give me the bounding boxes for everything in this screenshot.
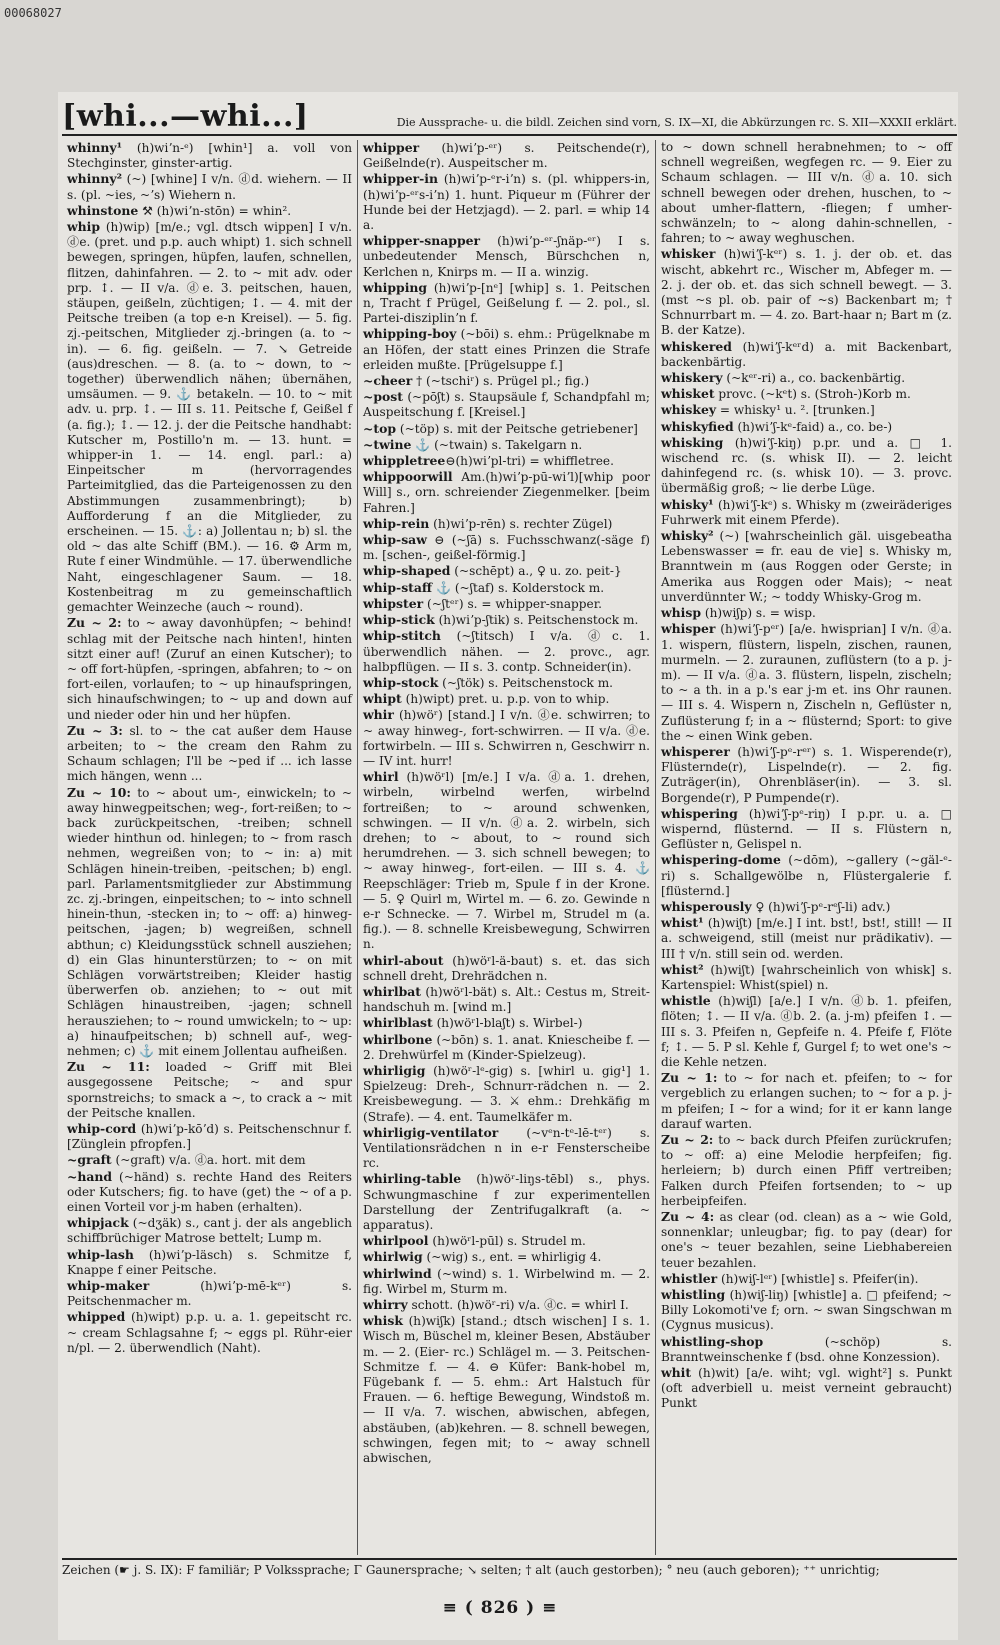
dictionary-entry — [363, 628, 650, 675]
entry-definition: (~vᵉn-tᵉ-lē-tᵉʳ) s. Ventilationsrädchen n in e-r Fensterscheibe rc. — [363, 1125, 650, 1171]
entry-headword: whippletree — [363, 453, 446, 469]
entry-definition: (h)wiʼʃ-kᵉ-faid) a., co. be-) — [733, 419, 893, 434]
entry-headword: ~twine — [363, 436, 412, 452]
column-2 — [358, 140, 656, 1555]
dictionary-entry — [67, 1121, 352, 1152]
dictionary-entry — [661, 806, 952, 853]
entry-definition: (h)wiʼp-ᵉʳ) s. Peitschende(r), Geißelnde(r). Auspeitscher m. — [363, 141, 650, 171]
dictionary-entry — [661, 1287, 952, 1334]
entry-headword: whisking — [661, 434, 724, 450]
header-note: Die Aussprache- u. die bildl. Zeichen sind vorn, S. IX—XI, die Abkürzungen rc. S. XII—XXXII erklärt. — [396, 116, 957, 129]
dictionary-entry — [661, 528, 952, 605]
entry-definition: to ~ down schnell herabnehmen; to ~ off schnell wegreißen, wegfegen rc. — 9. Eier zu Schaum schlagen. — III v/n. ⓓa. 10. sich schnell bewegen oder drehen, huschen, to ~ about umher-flattern, -fliegen; f umher-schwänzeln; to ~ along dahin-schnellen, -fahren; to ~ away weghuschen. — [661, 140, 952, 246]
entry-headword: whip-stock — [363, 674, 439, 690]
entry-definition: (h)wiʼp-kōʼd) s. Peitschenschnur f. [Zünglein pfropfen.] — [67, 1122, 352, 1152]
dictionary-entry — [363, 707, 650, 769]
entry-definition: (~bōn) s. 1. anat. Kniescheibe f. — 2. Drehwürfel m (Kinder-Spielzeug). — [363, 1032, 650, 1062]
entry-definition: (h)wiʼʃ-kiŋ) p.pr. und a. □ 1. wischend rc. (s. whisk II). — 2. leicht dahinfegend rc. (s. whisk 10). — 3. provc. übermäßig groß; ~ lie derbe Lüge. — [661, 435, 952, 496]
dictionary-entry — [661, 1365, 952, 1412]
entry-definition: (~schēpt) a., ♀ u. zo. peit-} — [450, 564, 622, 579]
entry-headword: whistling — [661, 1287, 726, 1303]
entry-definition: (h)wöʳ-liŋs-tēbl) s., phys. Schwungmaschine f zur experimentellen Darstellung der Zentrifugalkraft (a. ~ apparatus). — [363, 1172, 650, 1233]
dictionary-entry — [363, 437, 650, 453]
entry-headword: whinny¹ — [67, 140, 123, 155]
entry-definition: (h)wiʃ-liŋ) [whistle] a. □ pfeifend; ~ Billy Lokomoti've f; orn. ~ swan Singschwan m (Cygnus musicus). — [661, 1288, 952, 1333]
column-1 — [62, 140, 358, 1555]
dictionary-entry — [363, 1297, 650, 1313]
entry-definition: (h)wiʼʃ-pᵉʳ) [a/e. hwisprian] I v/n. ⓓa. 1. wispern, flüstern, lispeln, zischen, raunen, murmeln. — 2. zuraunen, zuflüstern (to a p. j-m). — II v/a. ⓓa. 3. flüstern, lispeln, zischeln; to ~ a th. in a p.'s ear j-m et. ins Ohr raunen. — III s. 4. Wispern n, Zischeln n, Geflüster n, Zuflüsterung f; in a ~ flüsternd; Sport: to give the ~ einen Wink geben. — [661, 622, 952, 743]
entry-definition: as clear (od. clean) as a ~ wie Gold, sonnenklar; unleugbar; fig. to pay (dear) for one's ~ teuer bezahlen, seine Liebhabereien teuer bezahlen. — [661, 1210, 953, 1270]
entry-headword: whistler — [661, 1270, 718, 1286]
entry-headword: whip-saw — [363, 532, 427, 548]
dictionary-entry — [661, 605, 952, 621]
entry-definition: to ~ about um-, einwickeln; to ~ away hinwegpeitschen; weg-, fort-reißen; to ~ back zurückpeitschen, -treiben; schnell wieder hinthun od. hinlegen; to ~ from rasch nehmen, wegreißen von; to ~ in: a) mit Schlägen hinein-treiben, -peitschen; b) engl. parl. Parlamentsmitglieder zur Abstimmung zc. zj.-bringen, einpeitschen; to ~ into schnell hinein-thun, -stecken in; to ~ off: a) hinweg-peitschen, -jagen; b) wegreißen, schnell abthun; c) Kleidungsstück schnell ausziehen; d) ein Glas hinunterstürzen; to ~ on mit Schlägen vorwärtstreiben; Kleider hastig überwerfen ob. anziehen; to ~ out mit Schlägen hinaustreiben, -jagen; schnell herausziehen; to ~ round umwickeln; to ~ up: a) hinaufpeitschen; b) schnell auf-, weg-nehmen; c) ⚓ mit einem Jollentau aufheißen. — [67, 785, 352, 1058]
entry-definition: (~wind) s. 1. Wirbelwind m. — 2. fig. Wirbel m, Sturm m. — [363, 1266, 650, 1296]
entry-headword: whirry — [363, 1297, 408, 1313]
entry-headword: Zu ~ 10: — [67, 784, 131, 800]
symbol-legend: Zeichen (☛ j. S. IX): F familiär; P Volkssprache; Γ Gaunersprache; ↘ selten; † alt (auch gestorben); ° neu (auch geboren); ⁺⁺ unrichtig; — [62, 1563, 880, 1577]
dictionary-entry — [67, 615, 352, 722]
entry-headword: whist² — [661, 961, 704, 977]
entry-headword: whit — [661, 1365, 692, 1381]
dictionary-entry — [661, 246, 952, 338]
dictionary-entry — [363, 1015, 650, 1031]
entry-definition: (~dʒäk) s., cant j. der als angeblich schiffbrüchiger Matrose bettelt; Lump m. — [67, 1216, 352, 1246]
entry-headword: whisperously — [661, 898, 752, 914]
dictionary-entry — [363, 1171, 650, 1233]
entry-definition: (h)wiʃp) s. = wisp. — [701, 606, 816, 621]
dictionary-entry — [661, 621, 952, 744]
entry-definition: (~graft) v/a. ⓓa. hort. mit dem — [111, 1153, 306, 1168]
entry-definition: (h)wiʼp-ʃtik) s. Peitschenstock m. — [434, 613, 639, 628]
dictionary-entry — [661, 140, 952, 246]
entry-definition: = whisky¹ u. ². [trunken.] — [716, 403, 875, 418]
dictionary-entry — [363, 453, 650, 469]
dictionary-entry — [661, 497, 952, 528]
entry-definition: (h)wöʳl-pūl) s. Strudel m. — [428, 1234, 586, 1249]
dictionary-entry — [363, 421, 650, 437]
entry-definition: (h)wiʼʃ-kᵉʳd) a. mit Backenbart, backenbärtig. — [661, 339, 952, 369]
entry-definition: ⚒ (h)wiʼn-stōn) = whin². — [138, 203, 292, 218]
dictionary-entry — [67, 1247, 352, 1278]
dictionary-entry — [363, 563, 650, 579]
dictionary-entry — [363, 373, 650, 389]
entry-definition: (h)wiʼp-mē-kᵉʳ) s. Peitschenmacher m. — [67, 1279, 352, 1309]
entry-headword: ~graft — [67, 1152, 112, 1168]
entry-definition: (h)wiʃl) [a/e.] I v/n. ⓓb. 1. pfeifen, flöten; ↕. — II v/a. ⓓb. 2. (a. j-m) pfeifen ↕. — III s. 3. Pfeifen n, Gepfeife n. 4. Pfeife f, Flöte f; ↕. — 5. P sl. Kehle f, Gurgel f; to wet one's ~ die Kehle netzen. — [661, 994, 952, 1069]
entry-definition: to ~ for nach et. pfeifen; to ~ for vergeblich zu erlangen suchen; to ~ for a p. j-m pfeifen; I ~ for a wind; for it er kann lange darauf warten. — [661, 1071, 953, 1131]
entry-headword: Zu ~ 2: — [67, 615, 122, 631]
dictionary-entry — [67, 1215, 352, 1246]
entry-definition: to ~ away davonhüpfen; ~ behind! schlag mit der Peitsche nach hinten!, hinten sitzt einer auf! (Zuruf an einen Kutscher); to ~ off fort-hüpfen, -springen, abfahren; to ~ on fort-eilen, vorlaufen; to ~ up hinaufspringen, sich hinaufschwingen; to ~ up and down auf und nieder oder hin und her hüpfen. — [67, 616, 352, 722]
dictionary-entry — [363, 516, 650, 532]
entry-headword: whipped — [67, 1309, 126, 1325]
dictionary-entry — [363, 580, 650, 596]
dictionary-entry — [363, 675, 650, 691]
dictionary-entry — [363, 326, 650, 373]
dictionary-entry — [67, 1309, 352, 1356]
entry-headword: whirlbone — [363, 1031, 433, 1047]
dictionary-entry — [67, 1169, 352, 1216]
entry-definition: (~händ) s. rechte Hand des Reiters oder Kutschers; fig. to have (get) the ~ of a p. einen Vorteil vor j-m haben (erhalten). — [67, 1169, 352, 1215]
entry-definition: (~) [whine] I v/n. ⓓd. wiehern. — II s. (pl. ~ies, ~ʼs) Wiehern n. — [67, 172, 352, 202]
entry-headword: whip-maker — [67, 1278, 150, 1294]
entry-definition: sl. to ~ the cat außer dem Hause arbeiten; to ~ the cream den Rahm zu Schaum schlagen; I'll be ~ped if ... ich lasse mich hängen, wenn ... — [67, 723, 352, 784]
entry-definition: to ~ back durch Pfeifen zurückrufen; to ~ off: a) eine Melodie herpfeifen; fig. herleiern; b) durch einen Pfiff vertreiben; Falken durch Pfeifen fortsenden; to ~ up herbeipfeifen. — [661, 1133, 952, 1208]
entry-definition: (h)wiʃt) [m/e.] I int. bst!, bst!, still! — II a. schweigend, still (meist nur prädikativ). — III † v/n. still sein od. werden. — [661, 916, 952, 961]
entry-headword: ~hand — [67, 1168, 113, 1184]
entry-headword: whisper — [661, 621, 716, 637]
dictionary-entry — [363, 596, 650, 612]
dictionary-entry — [67, 171, 352, 202]
dictionary-entry — [363, 233, 650, 280]
entry-definition: (~) [wahrscheinlich gäl. uisgebeatha Lebenswasser = fr. eau de vie] s. Whisky m, Branntwein m (aus Roggen oder Gerste; in Amerika aus Roggen oder Mais); ~ neat unverdünnter W.; ~ toddy Whisky-Grog m. — [661, 529, 952, 604]
entry-headword: whipster — [363, 595, 424, 611]
entry-headword: whist¹ — [661, 915, 704, 931]
dictionary-entry — [363, 1249, 650, 1265]
entry-definition: ⚓ (~ʃtaf) s. Kolderstock m. — [432, 580, 605, 595]
dictionary-entry — [661, 419, 952, 435]
entry-headword: whippoorwill — [363, 469, 453, 485]
entry-definition: (~töp) s. mit der Peitsche getriebener] — [396, 421, 638, 436]
entry-definition: (h)wiʼp-ᵉr-iʼn) s. (pl. whippers-in, (h)wiʼp-ᵉʳs-iʼn) 1. hunt. Piqueur m (Führer der Hunde bei der Hetzjagd). — 2. parl. = whip 14 a. — [363, 172, 650, 233]
dictionary-entry — [363, 691, 650, 707]
entry-headword: whir — [363, 707, 394, 723]
entry-definition: † (~tschiʳ) s. Prügel pl.; fig.) — [412, 374, 590, 389]
entry-headword: whipjack — [67, 1215, 129, 1231]
entry-headword: whipping-boy — [363, 326, 457, 342]
entry-definition: (~kᵉʳ-ri) a., co. backenbärtig. — [722, 371, 906, 386]
entry-definition: (~ʃtᵉʳ) s. = whipper-snapper. — [423, 596, 602, 611]
entry-headword: whisp — [661, 605, 702, 621]
dictionary-entry — [661, 1132, 952, 1209]
entry-definition: (~wig) s., ent. = whirligig 4. — [422, 1250, 602, 1265]
entry-definition: schott. (h)wöʳ-ri) v/a. ⓓc. = whirl I. — [407, 1298, 629, 1313]
entry-definition: (h)wiʼʃ-kᵉʳ) s. 1. j. der ob. et. das wischt, abkehrt rc., Wischer m, Abfeger m. — 2. j. der ob. et. das sich schnell bewegt. — 3. (mst ~s pl. ob. pair of ~s) Backenbart m; † Schnurrbart m. — 4. zo. Bart-haar n; Bart m (z. B. der Katze). — [661, 247, 952, 338]
entry-headword: Zu ~ 11: — [67, 1059, 150, 1075]
entry-headword: whip-rein — [363, 515, 430, 531]
entry-definition: (h)wiʼn-ᵉ) [whin¹] a. voll von Stechginster, ginster-artig. — [67, 141, 352, 171]
entry-headword: whipper-in — [363, 171, 438, 187]
entry-headword: whipper — [363, 140, 420, 155]
dictionary-entry — [67, 723, 352, 785]
entry-headword: whiskey — [661, 402, 717, 418]
entry-headword: Zu ~ 3: — [67, 722, 123, 738]
dictionary-entry — [661, 1271, 952, 1287]
entry-headword: whirlwig — [363, 1249, 423, 1265]
entry-headword: whisky² — [661, 528, 714, 544]
entry-definition: (h)wöʳl-ä-baut) s. et. das sich schnell dreht, Drehrädchen n. — [363, 953, 650, 983]
page-number: ≡ ( 826 ) ≡ — [442, 1598, 558, 1618]
entry-headword: whispering-dome — [661, 852, 781, 868]
entry-headword: Zu ~ 4: — [661, 1209, 715, 1225]
entry-definition: (h)wipt) pret. u. p.p. von to whip. — [401, 692, 610, 707]
dictionary-entry — [661, 915, 952, 962]
dictionary-entry — [363, 171, 650, 233]
dictionary-entry — [661, 339, 952, 370]
dictionary-entry — [661, 1209, 952, 1271]
entry-headword: whistling-shop — [661, 1333, 764, 1349]
entry-definition: ♀ (h)wiʼʃ-pᵉ-rᵉʃ-li) adv.) — [751, 899, 891, 914]
dictionary-entry — [363, 984, 650, 1015]
dictionary-entry — [67, 1278, 352, 1309]
entry-definition: (~dōm), ~gallery (~gäl-ᵉ-ri) s. Schallgewölbe n, Flüstergalerie f. [flüsternd.] — [661, 853, 952, 898]
entry-definition: (h)wiʼʃ-pᵉ-rᵉʳ) s. 1. Wisperende(r), Flüsternde(r), Lispelnde(r). — 2. fig. Zuträger(in), Ohrenbläser(in). — 3. sl. Borgende(r), P Pumpende(r). — [661, 744, 952, 805]
dictionary-entry — [363, 280, 650, 327]
entry-headword: whinny² — [67, 171, 123, 187]
entry-headword: whip-cord — [67, 1121, 137, 1136]
entry-headword: whirling-table — [363, 1171, 462, 1187]
dictionary-entry — [661, 899, 952, 915]
entry-definition: (h)wiʼʃ-kᵉ) s. Whisky m (zweiräderiges Fuhrwerk mit einem Pferde). — [661, 497, 952, 527]
entry-headword: whirligig-ventilator — [363, 1124, 499, 1140]
dictionary-entry — [661, 1070, 952, 1132]
entry-headword: whisker — [661, 246, 716, 262]
headword-range: [whi...—whi...] — [62, 99, 309, 134]
entry-headword: whip-stick — [363, 612, 435, 628]
entry-headword: Zu ~ 1: — [661, 1070, 718, 1086]
entry-headword: ~cheer — [363, 373, 413, 389]
dictionary-entry — [363, 389, 650, 420]
entry-definition: (~ʃtitsch) I v/a. ⓓc. 1. überwendlich nähen. — 2. provc., agr. halbpflügen. — II s. 3. contp. Schneider(in). — [363, 629, 650, 674]
entry-headword: whisperer — [661, 743, 730, 759]
dictionary-entry — [67, 203, 352, 219]
entry-headword: whiskered — [661, 338, 732, 354]
entry-headword: ~post — [363, 389, 404, 405]
entry-definition: (h)wöʳ) [stand.] I v/n. ⓓe. schwirren; to ~ away hinweg-, fort-schwirren. — II v/a. ⓓe. fortwirbeln. — III s. Schwirren n, Geschwirr n. — IV int. hurr! — [363, 708, 650, 768]
entry-definition: (~bōi) s. ehm.: Prügelknabe m an Höfen, der statt eines Prinzen die Strafe erleiden mußte. [Prügelsuppe f.] — [363, 327, 650, 372]
dictionary-entry — [363, 769, 650, 952]
entry-definition: (~pōʃt) s. Staupsäule f, Schandpfahl m; Auspeitschung f. [Kreisel.] — [363, 390, 650, 420]
entry-headword: whiskery — [661, 370, 723, 386]
entry-headword: whisky¹ — [661, 496, 714, 512]
column-3 — [656, 140, 957, 1555]
entry-definition: loaded ~ Griff mit Blei ausgegossene Peitsche; ~ and spur spornstreichs; to smack a ~, to crack a ~ mit der Peitsche knallen. — [67, 1060, 353, 1120]
entry-headword: whipping — [363, 279, 428, 295]
entry-definition: ⊖(h)wiʼpl-tri) = whiffletree. — [445, 454, 614, 469]
entry-definition: (h)wiʼp-rēn) s. rechter Zügel) — [429, 516, 613, 531]
dictionary-entry — [67, 1059, 352, 1121]
entry-definition: provc. (~kᵉt) s. (Stroh-)Korb m. — [714, 387, 911, 402]
entry-headword: whisk — [363, 1313, 403, 1329]
entry-definition: (h)wipt) p.p. u. a. 1. gepeitscht rc. ~ cream Schlagsahne f; ~ eggs pl. Rühr-eier n/pl. — 2. überwendlich (Naht). — [67, 1310, 352, 1355]
dictionary-entry — [363, 1233, 650, 1249]
dictionary-entry — [661, 852, 952, 899]
entry-definition: (h)wöʳ-lᵉ-gig) s. [whirl u. gig¹] 1. Spielzeug: Dreh-, Schnurr-rädchen n. — 2. Kreisbewegung. — 3. ⚔ ehm.: Drehkäfig m (Strafe). — 4. ent. Taumelkäfer m. — [363, 1063, 650, 1124]
entry-headword: whirl — [363, 769, 399, 785]
entry-headword: whinstone — [67, 202, 139, 218]
entry-definition: (h)wiʃ-lᵉʳ) [whistle] s. Pfeifer(in). — [717, 1271, 919, 1286]
entry-definition: Am.(h)wiʼp-pū-wiʼl)[whip poor Will] s., orn. schreiender Ziegenmelker. [beim Fahren.] — [363, 470, 650, 515]
entry-headword: whirlpool — [363, 1233, 429, 1249]
dictionary-entry — [363, 469, 650, 516]
dictionary-entry — [661, 993, 952, 1070]
dictionary-entry — [661, 435, 952, 497]
entry-definition: (~schöp) s. Branntweinschenke f (bsd. ohne Konzession). — [661, 1334, 952, 1364]
entry-headword: whispering — [661, 805, 738, 821]
dictionary-entry — [363, 612, 650, 628]
entry-definition: (h)wiʼp-[nᵉ] [whip] s. 1. Peitschen n, Tracht f Prügel, Geißelung f. — 2. pol., sl. Partei-disziplinʼn f. — [363, 280, 650, 326]
entry-definition: (h)wöʳl-bät) s. Alt.: Cestus m, Streit-handschuh m. [wind m.] — [363, 984, 650, 1015]
entry-headword: whip-shaped — [363, 563, 451, 579]
entry-headword: whistle — [661, 993, 711, 1009]
entry-headword: ~top — [363, 420, 397, 436]
dictionary-entry — [67, 1152, 352, 1168]
dictionary-entry — [661, 370, 952, 386]
dictionary-entry — [661, 386, 952, 402]
entry-definition: ⊖ (~ʃā) s. Fuchsschwanz(-säge f) m. [schen-, geißel-förmig.] — [363, 533, 650, 563]
dictionary-entry — [661, 744, 952, 806]
page-header — [62, 92, 957, 136]
entry-definition: (h)wiʼp-läsch) s. Schmitze f, Knappe f einer Peitsche. — [67, 1247, 352, 1277]
dictionary-entry — [661, 402, 952, 418]
entry-definition: (h)wiʼʃ-pᵉ-riŋ) I p.pr. u. a. □ wispernd, flüsternd. — II s. Flüstern n, Geflüster n, Gelispel n. — [661, 806, 952, 852]
entry-headword: whisket — [661, 386, 715, 402]
entry-definition: (h)wip) [m/e.; vgl. dtsch wippen] I v/n. ⓓe. (pret. und p.p. auch whipt) 1. sich schnell bewegen, springen, hüpfen, laufen, schnellen, flitzen, dahinfahren. — 2. to ~ mit adv. oder prp. ↕. — II v/a. ⓓe. 3. peitschen, hauen, stäupen, geißeln, züchtigen; ↕. — 4. mit der Peitsche treiben (a top e-n Kreisel). — 5. fig. zj.-peitschen, Mitglieder zj.-bringen (a. to ~ in). — 6. fig. geißeln. — 7. ↘ Getreide (aus)dreschen. — 8. (a. to ~ down, to ~ together) überwendlich nähen; übernähen, umsäumen. — 9. ⚓ betakeln. — 10. to ~ mit adv. u. prp. ↕. — III s. 11. Peitsche f, Geißel f (a. fig.); ↕. — 12. j. der die Peitsche handhabt: Kutscher m, Postillo'n m. — 13. hunt. = whipper-in 1. — 14. engl. parl.: a) Einpeitscher m (hervorragendes Parteimitglied, das die Parteigenossen zu den Abstimmungen zusammenbringt); b) Aufforderung f an die Mitglieder, zu erscheinen. — 15. ⚓: a) Jollentau n; b) sl. the old ~ das alte Schiff (BM.). — 16. ⚙ Arm m, Rute f einer Windmühle. — 17. überwendliche Naht, eingeschlagener Saum. — 18. Kostenbeitrag m zu gemeinschaftlich gemachter Weinzeche (auch ~ round). — [67, 220, 352, 615]
entry-definition: (h)wit) [a/e. wiht; vgl. wight²] s. Punkt (oft adverbiell u. meist verneint gebraucht) Punkt — [661, 1366, 952, 1411]
entry-definition: (h)wöʳl-blaʃt) s. Wirbel-) — [432, 1016, 583, 1031]
dictionary-entry — [661, 962, 952, 993]
footer-rule — [62, 1558, 957, 1560]
dictionary-entry — [67, 785, 352, 1060]
dictionary-columns — [62, 140, 957, 1555]
entry-headword: whip-staff — [363, 579, 433, 595]
dictionary-entry — [363, 1063, 650, 1125]
dictionary-entry — [67, 140, 352, 171]
entry-definition: (h)wiʼp-ᵉʳ-ʃnäp-ᵉʳ) I s. unbedeutender Mensch, Bürschchen n, Kerlchen n, Knirps m. — II a. winzig. — [363, 234, 650, 279]
dictionary-entry — [661, 1334, 952, 1365]
entry-definition: (~ʃtök) s. Peitschenstock m. — [438, 675, 614, 690]
entry-headword: whip-lash — [67, 1246, 134, 1262]
dictionary-entry — [363, 953, 650, 984]
dictionary-entry — [363, 1125, 650, 1172]
entry-headword: whirligig — [363, 1062, 426, 1078]
entry-headword: whipper-snapper — [363, 233, 481, 249]
entry-headword: whirlblast — [363, 1015, 433, 1031]
entry-definition: ⚓ (~twain) s. Takelgarn n. — [411, 437, 583, 452]
entry-headword: whip — [67, 219, 101, 235]
dictionary-entry — [363, 140, 650, 171]
entry-definition: (h)wiʃk) [stand.; dtsch wischen] I s. 1. Wisch m, Büschel m, kleiner Besen, Abstäuber m. — 2. (Eier- rc.) Schlägel m. — 3. Peitschen-Schmitze f. — 4. ⊖ Küfer: Bank-hobel m, Fügebank f. — 5. ehm.: Art Halstuch für Frauen. — 6. heftige Bewegung, Windstoß m. — II v/a. 7. wischen, abwischen, abfegen, abstäuben, (ab)kehren. — 8. schnell bewegen, schwingen, fegen mit; to ~ away schnell abwischen, — [363, 1314, 650, 1466]
entry-headword: whiskyfied — [661, 418, 734, 434]
dictionary-entry — [363, 1032, 650, 1063]
entry-definition: (h)wiʃt) [wahrscheinlich von whisk] s. Kartenspiel: Whist(spiel) n. — [661, 962, 952, 992]
entry-definition: (h)wöʳl) [m/e.] I v/a. ⓓa. 1. drehen, wirbeln, wirbelnd werfen, wirbelnd fortreißen; to ~ around schwenken, schwingen. — II v/n. ⓓa. 2. wirbeln, sich drehen; to ~ about, to ~ round sich herumdrehen. — 3. sich schnell bewegen; to ~ away hinweg-, fort-eilen. — III s. 4. ⚓ Reepschläger: Trieb m, Spule f in der Krone. — 5. ♀ Quirl m, Wirtel m. — 6. zo. Gewinde n e-r Schnecke. — 7. Wirbel m, Strudel m (a. fig.). — 8. schnelle Kreisbewegung, Schwirren n. — [363, 770, 650, 952]
dictionary-entry — [67, 219, 352, 615]
entry-headword: whipt — [363, 691, 402, 707]
entry-headword: whirlbat — [363, 983, 422, 999]
dictionary-entry — [363, 1313, 650, 1466]
scan-id: 00068027 — [4, 6, 62, 20]
dictionary-entry — [363, 1266, 650, 1297]
entry-headword: whirlwind — [363, 1265, 432, 1281]
entry-headword: whirl-about — [363, 952, 444, 968]
entry-headword: Zu ~ 2: — [661, 1132, 714, 1147]
dictionary-entry — [363, 532, 650, 563]
entry-headword: whip-stitch — [363, 628, 441, 644]
